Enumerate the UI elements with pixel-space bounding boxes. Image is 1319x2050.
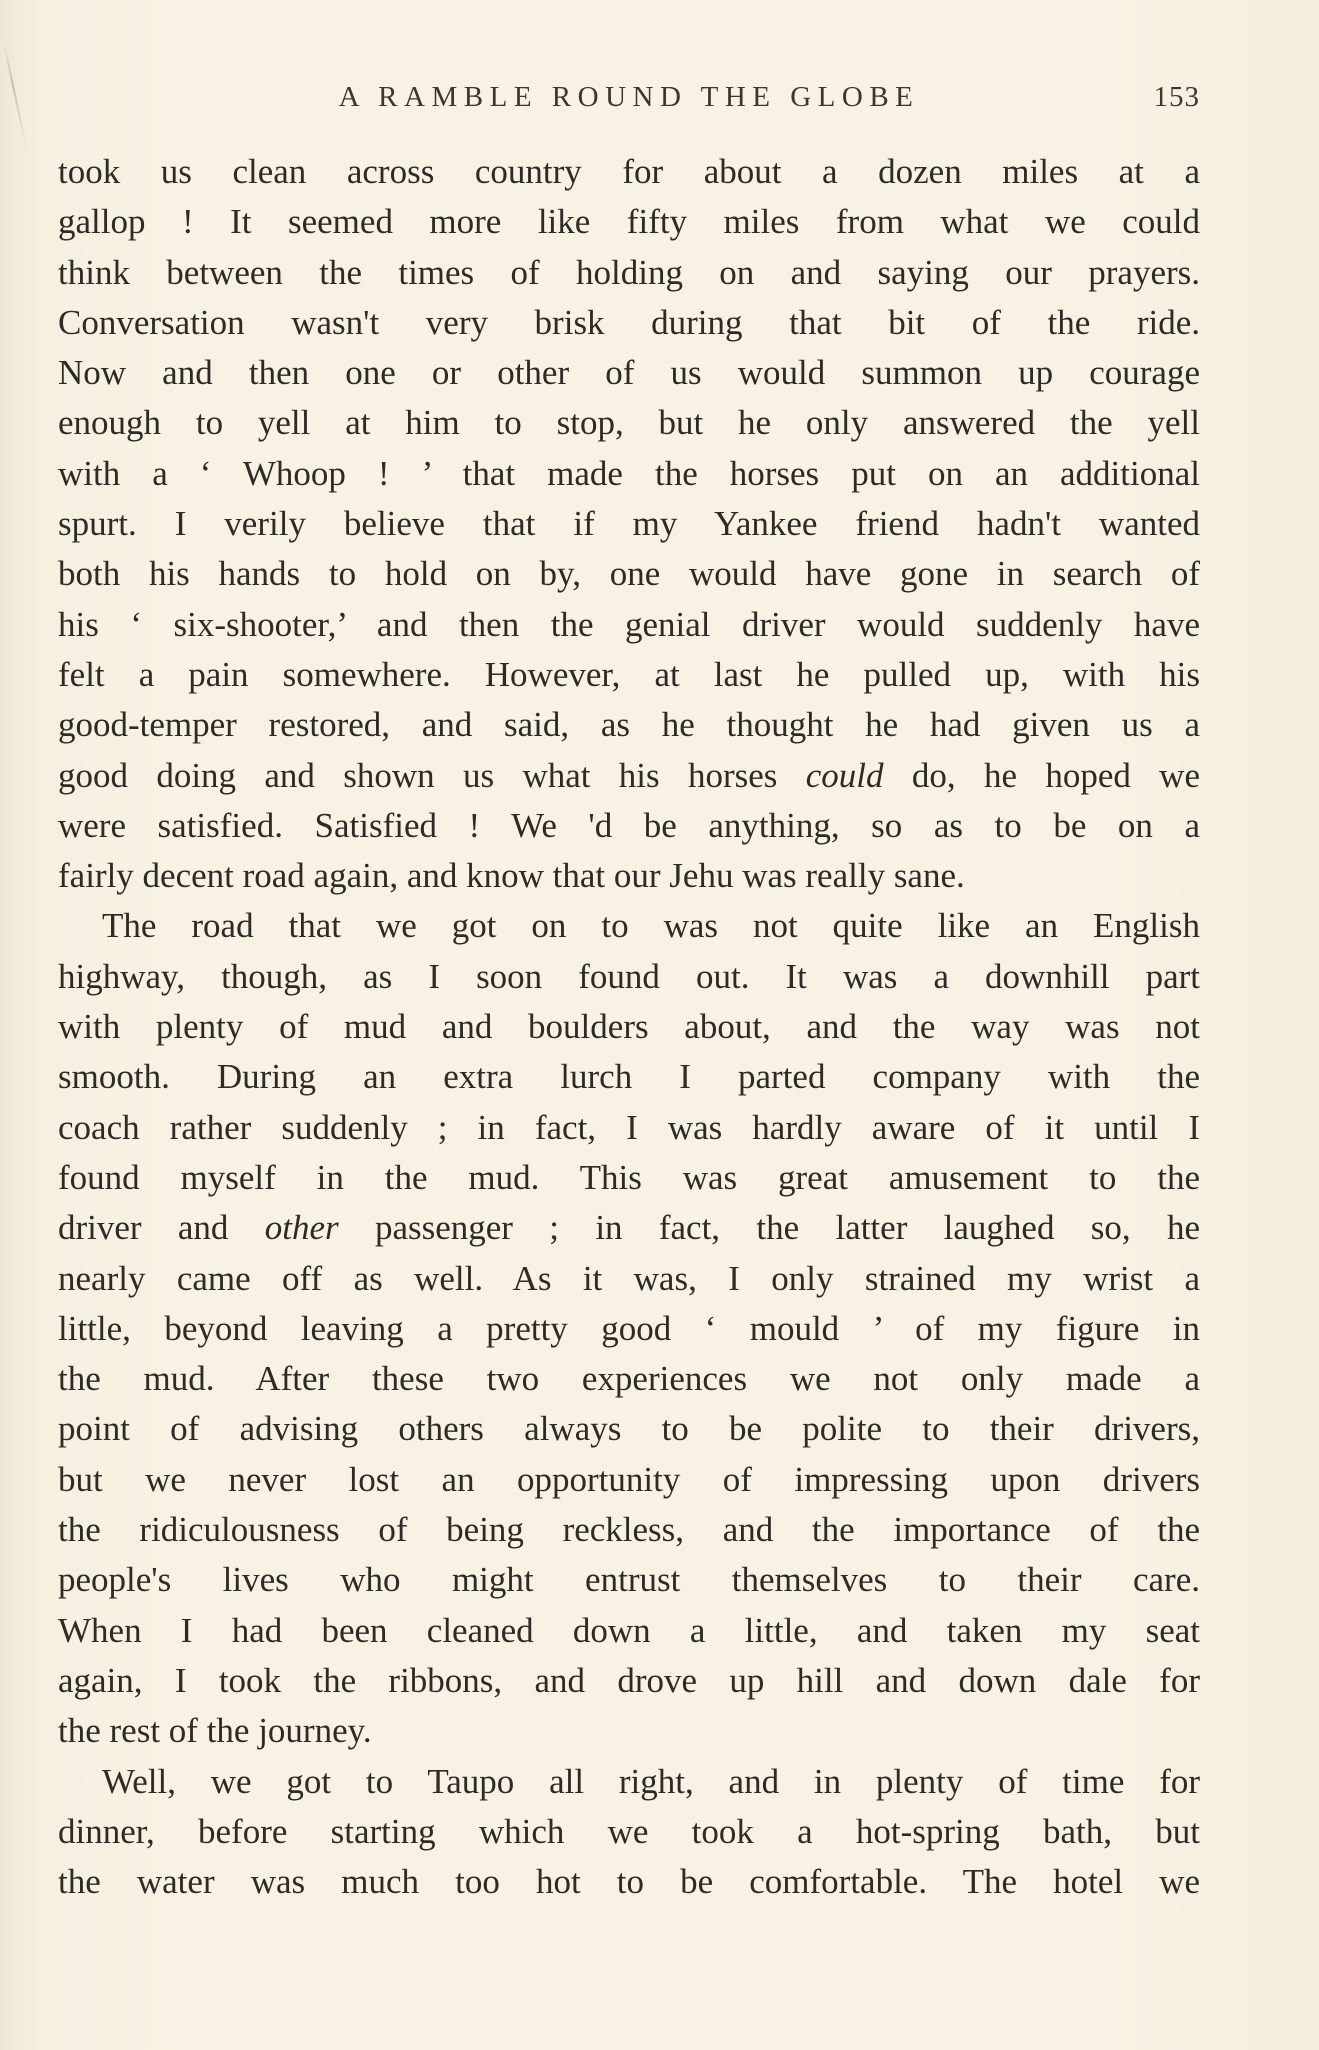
text-line: took us clean across country for about a dozen miles at a <box>58 152 1200 191</box>
text-line: his ‘ six-shooter,’ and then the genial driver would suddenly have <box>58 604 1200 644</box>
page-number: 153 <box>1153 81 1200 113</box>
text-line: smooth. During an extra lurch I parted company with the <box>58 1057 1200 1097</box>
italic-emphasis: other <box>264 1208 339 1248</box>
text-line: Now and then one or other of us would summon up courage <box>58 353 1200 393</box>
text-line: people's lives who might entrust themselves to their care. <box>58 1560 1200 1600</box>
text-segment: passenger ; in fact, the latter laughed so, he <box>338 1208 1200 1248</box>
text-line: good-temper restored, and said, as he thought he had given us a <box>58 705 1200 745</box>
text-line: gallop ! It seemed more like fifty miles from what we could <box>58 202 1200 242</box>
italic-emphasis: could <box>805 755 884 795</box>
text-line <box>58 751 1200 801</box>
text-segment: good doing and shown us what his horses <box>58 755 806 795</box>
body-text <box>58 147 1200 1907</box>
text-line: felt a pain somewhere. However, at last he pulled up, with his <box>58 654 1200 694</box>
paragraph-first-line: Well, we got to Taupo all right, and in plenty of time for <box>102 1761 1200 1801</box>
text-line: point of advising others always to be polite to their drivers, <box>58 1409 1200 1449</box>
text-line: found myself in the mud. This was great amusement to the <box>58 1157 1200 1197</box>
text-line: nearly came off as well. As it was, I only strained my wrist a <box>58 1258 1200 1298</box>
text-line: When I had been cleaned down a little, and taken my seat <box>58 1610 1200 1650</box>
text-line: both his hands to hold on by, one would have gone in search of <box>58 554 1200 594</box>
text-line: the water was much too hot to be comfortable. The hotel we <box>58 1862 1200 1902</box>
text-line <box>58 1203 1200 1253</box>
text-line: enough to yell at him to stop, but he only answered the yell <box>58 403 1200 443</box>
text-line: the ridiculousness of being reckless, and the importance of the <box>58 1510 1200 1550</box>
text-line: with plenty of mud and boulders about, and the way was not <box>58 1007 1200 1047</box>
text-line: little, beyond leaving a pretty good ‘ mould ’ of my figure in <box>58 1308 1200 1348</box>
binding-shadow <box>3 41 28 149</box>
text-line: coach rather suddenly ; in fact, I was hardly aware of it until I <box>58 1107 1200 1147</box>
text-line: spurt. I verily believe that if my Yankee friend hadn't wanted <box>58 504 1200 544</box>
text-line: dinner, before starting which we took a hot-spring bath, but <box>58 1811 1200 1851</box>
text-line: but we never lost an opportunity of impressing upon drivers <box>58 1459 1200 1499</box>
text-line: think between the times of holding on and saying our prayers. <box>58 252 1200 292</box>
paragraph-first-line: The road that we got on to was not quite like an English <box>102 906 1200 946</box>
text-segment: do, he hoped we <box>883 755 1200 795</box>
text-line: were satisfied. Satisfied ! We 'd be anything, so as to be on a <box>58 805 1200 845</box>
running-head <box>58 72 1200 122</box>
text-line: the rest of the journey. <box>58 1711 372 1751</box>
text-line: again, I took the ribbons, and drove up hill and down dale for <box>58 1660 1200 1700</box>
text-line: fairly decent road again, and know that our Jehu was really sane. <box>58 856 965 896</box>
text-line: Conversation wasn't very brisk during that bit of the ride. <box>58 302 1200 342</box>
text-line: highway, though, as I soon found out. It was a downhill part <box>58 956 1200 996</box>
text-segment: driver and <box>58 1208 265 1248</box>
running-title: A RAMBLE ROUND THE GLOBE <box>338 81 920 113</box>
text-line: the mud. After these two experiences we not only made a <box>58 1359 1200 1399</box>
text-line: with a ‘ Whoop ! ’ that made the horses put on an additional <box>58 453 1200 493</box>
